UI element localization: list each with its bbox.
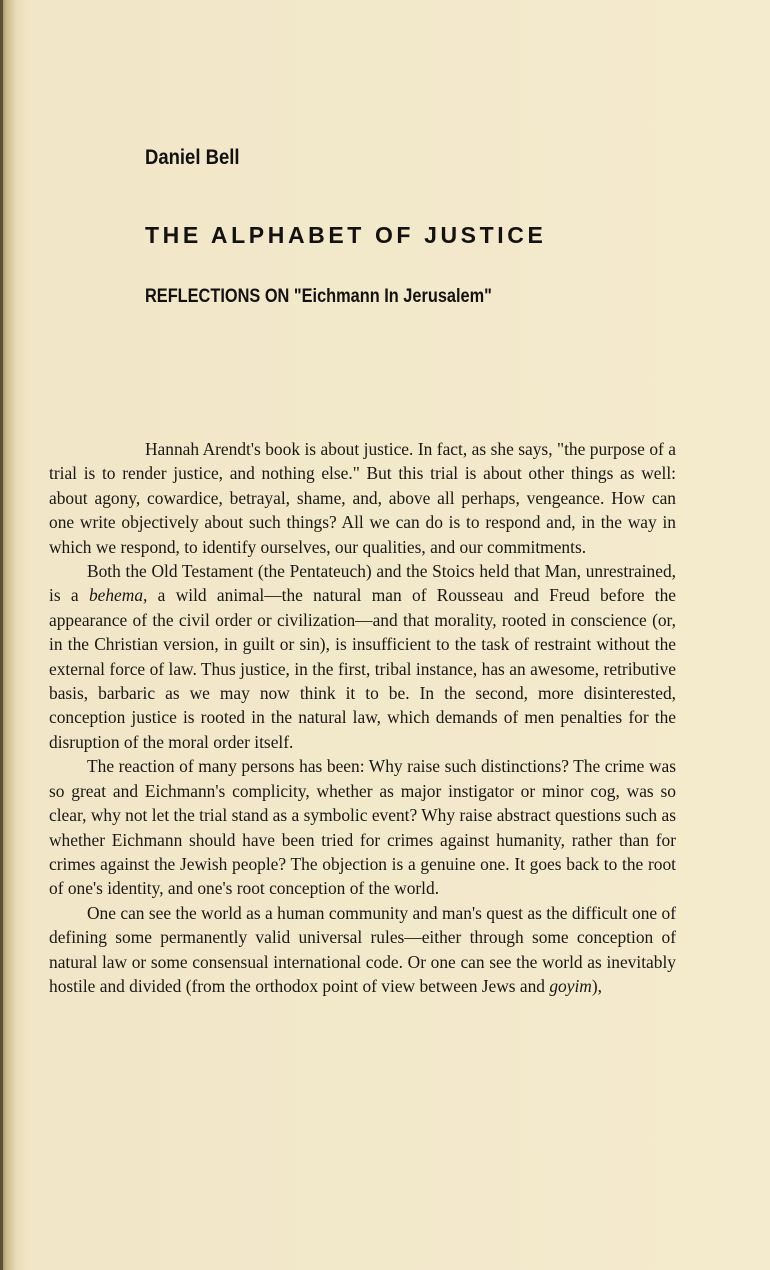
paragraph-text: ), (591, 975, 603, 996)
paragraph-text: The reaction of many persons has been: Why raise such distinctions? The crime was so great and Eichmann's complicity, whether as major instigator or minor cog, was so clear, why not let the trial stand as a symbolic event? Why raise abstract questions such as whether Eichmann should have been tried for crimes against humanity, rather than for crimes against the Jewish people? The objection is a genuine one. It goes back to the root of one's identity, and one's root conception of the world. (49, 756, 676, 899)
article-body (49, 437, 676, 998)
paragraph-1 (49, 437, 676, 559)
article-subtitle: REFLECTIONS ON "Eichmann In Jerusalem" (145, 286, 492, 307)
paragraph-4 (49, 901, 676, 999)
paragraph-text: Hannah Arendt's book is about justice. In fact, as she says, "the purpose of a trial is to render justice, and nothing else." But this trial is about other things as well: about agony, cowardice, betrayal, shame, and, above all perhaps, vengeance. How can one write objectively about such things? All we can do is to respond and, in the way in which we respond, to identify ourselves, our qualities, and our commitments. (49, 439, 676, 557)
paragraph-text: Both the Old Testament (the Pentateuch) and the Stoics held that Man, unrestrained, is a (49, 561, 676, 606)
paragraph-text: One can see the world as a human community and man's quest as the difficult one of defining some permanently valid universal rules—either through some conception of natural law or some consensual international code. Or one can see the world as inevitably hostile and divided (from the orthodox point of view between Jews and (49, 902, 676, 996)
author-name: Daniel Bell (145, 146, 240, 169)
article-title: THE ALPHABET OF JUSTICE (145, 222, 547, 248)
italic-term-goyim: goyim (549, 975, 592, 996)
paragraph-3 (49, 754, 676, 900)
paragraph-text: a wild animal—the natural man of Rousseau and Freud before the appearance of the civil order or civilization—and that morality, rooted in conscience (or, in the Christian version, in guilt or sin), is insufficient to the task of restraint without the external force of law. Thus justice, in the first, tribal instance, has an awesome, retributive basis, barbaric as we may now think it to be. In the second, more disinterested, conception justice is rooted in the natural law, which demands of men penalties for the disruption of the moral order itself. (49, 585, 677, 752)
italic-term-behema: behema, (88, 585, 148, 606)
page-gutter (0, 0, 3, 1270)
paragraph-2 (49, 559, 676, 754)
